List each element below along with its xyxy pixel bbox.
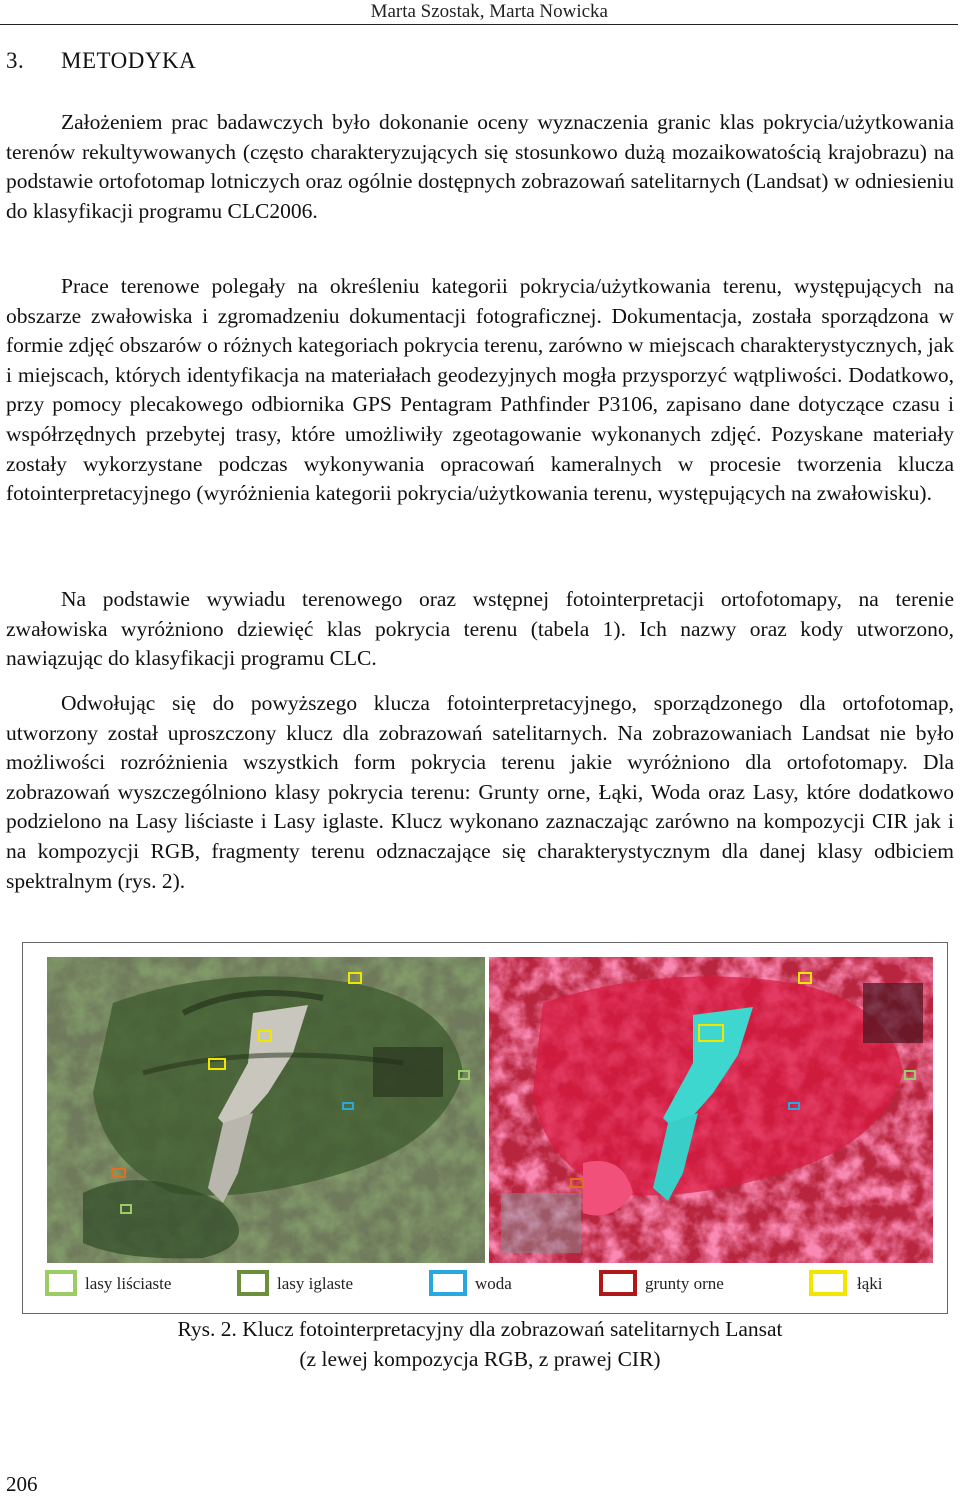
legend-item-woda: [431, 1272, 512, 1294]
legend-label-woda: woda: [475, 1274, 512, 1293]
paragraph-3: Na podstawie wywiadu terenowego oraz wstępnej fotointerpretacji ortofotomapy, na terenie zwałowiska wyróżniono dziewięć klas pokrycia terenu (tabela 1). Ich nazwy oraz kody utworzono, nawiązując do klasyfikacji programu CLC.: [6, 587, 954, 671]
legend-item-laki: [811, 1272, 883, 1294]
legend-item-lasy-iglaste: [239, 1272, 353, 1294]
page-number: 206: [6, 1472, 38, 1496]
figure-caption-line-1: Rys. 2. Klucz fotointerpretacyjny dla zobrazowań satelitarnych Lansat: [177, 1317, 783, 1341]
running-header-authors: Marta Szostak, Marta Nowicka: [370, 1, 608, 22]
legend-label-laki: łąki: [857, 1274, 883, 1293]
paragraph-1: Założeniem prac badawczych było dokonanie oceny wyznaczenia granic klas pokrycia/użytkowania terenów rekultywowanych (często charakteryzujących się stosunkowo dużą mozaikowatością krajobrazu) na podstawie ortofotomap lotniczych oraz ogólnie dostępnych zobrazowań satelitarnych (Landsat) w odniesieniu do klasyfikacji programu CLC2006.: [6, 110, 954, 223]
paragraph-4: Odwołując się do powyższego klucza fotointerpretacyjnego, sporządzonego dla ortofotomap, utworzony został uproszczony klucz dla zobrazowań satelitarnych. Na zobrazowaniach Landsat nie było możliwości rozróżnienia wszystkich form pokrycia terenu jakie wyróżniono dla ortofotomapy. Dla zobrazowań wyszczególniono klasy pokrycia terenu: Grunty orne, Łąki, Woda oraz Lasy, które dodatkowo podzielono na Lasy liściaste i Lasy iglaste. Klucz wykonano zaznaczając zarówno na kompozycji CIR jak i na kompozycji RGB, fragmenty terenu odznaczające się charakterystycznym dla danej klasy odbiciem spektralnym (rys. 2).: [6, 691, 954, 893]
figure-2: [22, 942, 948, 1314]
legend-swatch-lasy-iglaste: [239, 1272, 267, 1294]
legend-label-lasy-iglaste: lasy iglaste: [277, 1274, 354, 1293]
section-number: 3.: [6, 48, 25, 73]
rgb-composite-image: [47, 957, 485, 1263]
legend-label-grunty-orne: grunty orne: [645, 1274, 724, 1293]
section-heading: [6, 48, 196, 74]
legend-label-lasy-lisciaste: lasy liściaste: [85, 1274, 172, 1293]
figure-2-graphic: [23, 943, 947, 1313]
section-title: METODYKA: [61, 48, 197, 73]
legend-swatch-laki: [811, 1272, 845, 1294]
figure-caption-line-2: (z lewej kompozycja RGB, z prawej CIR): [299, 1347, 661, 1371]
legend-swatch-lasy-lisciaste: [47, 1272, 75, 1294]
legend-item-grunty-orne: [601, 1272, 724, 1294]
legend: [47, 1272, 883, 1294]
paragraph-2: Prace terenowe polegały na określeniu kategorii pokrycia/użytkowania terenu, występujących na obszarze zwałowiska i zgromadzeniu dokumentacji fotograficznej. Dokumentacja, została sporządzona w formie zdjęć obszarów o różnych kategoriach pokrycia terenu, zarówno w miejscach charakterystycznych, jak i miejscach, których identyfikacja na materiałach geodezyjnych mogła przysporzyć wątpliwości. Dodatkowo, przy pomocy plecakowego odbiornika GPS Pentagram Pathfinder P3106, zapisano dane dotyczące czasu i współrzędnych przebytej trasy, które umożliwiły zgeotagowanie wykonanych zdjęć. Pozyskane materiały zostały wykorzystane podczas wykonywania opracowań kameralnych w procesie tworzenia klucza fotointerpretacyjnego (wyróżnienia kategorii pokrycia/użytkowania terenu, występujących na zwałowisku).: [6, 274, 954, 506]
cir-composite-image: [489, 957, 933, 1263]
legend-swatch-woda: [431, 1272, 465, 1294]
running-header: [0, 0, 958, 25]
legend-swatch-grunty-orne: [601, 1272, 635, 1294]
legend-item-lasy-lisciaste: [47, 1272, 171, 1294]
